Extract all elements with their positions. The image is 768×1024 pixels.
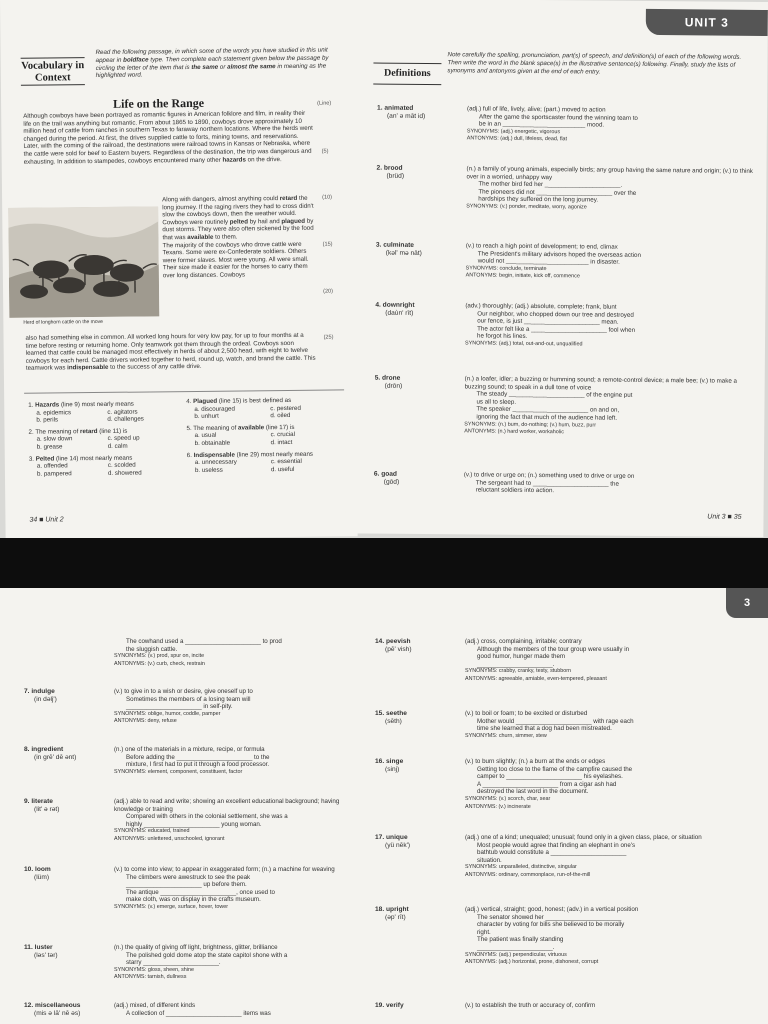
- definition-entry: [24, 688, 354, 734]
- entry-word: [24, 746, 104, 761]
- entry-pronunciation: (yü nēk'): [385, 841, 411, 849]
- example-sentence: Sometimes the members of a losing team will: [126, 695, 251, 703]
- entry-headword: downright: [382, 301, 415, 309]
- example-sentence: The pioneers did not ______________________ over the: [478, 188, 637, 197]
- question-num: 4.: [186, 398, 192, 406]
- antonyms: ANTONYMS: tarnish, dullness: [114, 974, 187, 981]
- page-footer: Unit 3 ■ 35: [707, 513, 742, 521]
- answer-choice[interactable]: d. showered: [107, 469, 142, 477]
- entry-pronunciation: (ləs' tər): [34, 951, 58, 959]
- synonyms: SYNONYMS: (v.) prod, spur on, incite: [114, 653, 205, 660]
- answer-choice[interactable]: b. grease: [36, 443, 63, 451]
- entry-pronunciation: (kəl' mə nāt): [385, 249, 422, 257]
- entry-definition: (adj.) able to read and write; showing an excellent educational background; having knowledge or training: [114, 798, 340, 813]
- entry-body: [465, 758, 748, 811]
- entry-word: [375, 906, 455, 921]
- question-item: [28, 400, 178, 424]
- entry-definition: (adj.) vertical, straight; good, honest; (adv.) in a vertical position: [465, 906, 639, 913]
- entry-number: 3.: [375, 241, 382, 249]
- entry-definition: (n.) a family of young animals, especially birds; any group having the same nature and origin; (v.) to think over in a worried, unhappy way: [466, 165, 753, 181]
- entry-word: [24, 688, 104, 703]
- definition-entry: [375, 906, 750, 978]
- section-logo-vocabulary: Vocabulary in Context: [21, 57, 85, 86]
- question-word: Indispensable: [193, 451, 235, 459]
- example-sentence: The cowhand used a ______________________ to prod: [126, 638, 282, 645]
- synonyms: SYNONYMS: (v.) emerge, surface, hover, tower: [114, 903, 229, 910]
- entry-number: 17.: [375, 834, 385, 841]
- entry-pronunciation: (lit' ə rət): [34, 805, 60, 813]
- question-item: [28, 427, 178, 451]
- entry-definition: (n.) a loafer, idler; a buzzing or humming sound; a remote-control device; a male bee; (v.) to make a buzzing sound; to speak in a dull tone of voice: [464, 375, 737, 392]
- example-sentence: The President's military advisors hoped the overseas action: [477, 250, 641, 259]
- antonyms: ANTONYMS: (adj.) horizontal, prone, dishonest, corrupt: [465, 959, 599, 966]
- passage-part-a: Although cowboys have been portrayed as romantic figures in American folklore and film, in reality their life on the trail was anything but romantic. From about 1865 to 1890, cowboys drove approximately 10 million head of cattle from ranches in southern Texas to faraway northern locations. Where the herds went changed during the period. At first, the drives supplied cattle to forts, mining towns, and reservations. Later, with the coming of the railroad, the destinations were railroad towns in Kansas or Nebraska, where the cattle were sold for beef to Eastern buyers. Regardless of the destination, the trip was dangerous and exhausting. In addition to stampedes, cowboys encountered many other hazards on the drive.: [23, 109, 313, 166]
- example-sentence: The steady ______________________ of the engine put: [476, 390, 633, 400]
- antonyms: ANTONYMS: ordinary, commonplace, run-of-the-mill: [465, 871, 591, 878]
- definition-entry: [375, 758, 750, 826]
- entry-definition: (adj.) one of a kind; unequaled; unusual; found only in a given class, place, or situation: [465, 834, 702, 841]
- entry-headword: luster: [34, 944, 53, 951]
- entry-headword: indulge: [31, 688, 55, 695]
- question-stem: (line 15) is best defined as: [217, 396, 292, 405]
- entry-number: 8.: [24, 746, 30, 753]
- answer-choice[interactable]: d. useful: [270, 465, 295, 473]
- entry-word: [374, 471, 454, 487]
- entry-body: [114, 688, 352, 726]
- question-num: 3.: [28, 455, 35, 463]
- questions-left: [28, 400, 179, 482]
- question-item: [186, 396, 346, 420]
- entry-number: 18.: [375, 906, 385, 913]
- entry-number: 14.: [375, 638, 385, 645]
- synonyms: SYNONYMS: (adj.) perpendicular, virtuous: [465, 951, 567, 958]
- example-sentence: bathtub would constitute a ______________________: [477, 849, 627, 857]
- entry-body: [467, 105, 755, 145]
- answer-choice[interactable]: c. crucial: [270, 431, 296, 439]
- entry-headword: peevish: [386, 638, 411, 645]
- entry-headword: verify: [386, 1002, 404, 1009]
- entry-definition: (n.) the quality of giving off light, brightness, glitter, brilliance: [114, 944, 278, 951]
- entry-definition: (v.) to establish the truth or accuracy of, confirm: [465, 1002, 596, 1009]
- question-word: Plagued: [193, 397, 218, 405]
- example-sentence: ______________________ up before them.: [126, 881, 247, 889]
- synonyms: SYNONYMS: conclude, terminate: [465, 265, 547, 272]
- synonyms: SYNONYMS: crabby, cranky, testy, stubborn: [465, 668, 572, 675]
- definition-entry: [377, 105, 758, 168]
- entry-body: [114, 1002, 352, 1017]
- entry-number: 7.: [24, 688, 30, 695]
- synonyms: SYNONYMS: gloss, sheen, shine: [114, 966, 194, 973]
- example-sentence: mixture, I first had to put it through a food processor.: [126, 761, 270, 769]
- entry-number: 15.: [375, 710, 385, 717]
- entry-pronunciation: (gōd): [383, 478, 400, 486]
- entry-body: [465, 1002, 748, 1010]
- page-footer: 34 ■ Unit 2: [29, 516, 64, 524]
- example-sentence: reluctant soldiers into action.: [475, 486, 555, 495]
- example-sentence: ______________________ in self-pity.: [126, 703, 233, 711]
- question-word: Pelted: [35, 455, 55, 463]
- answer-choice[interactable]: d. intact: [270, 438, 293, 447]
- entry-headword: goad: [381, 470, 398, 478]
- example-sentence: Compared with others in the colonial settlement, she was a: [126, 813, 288, 821]
- entry-word: [375, 638, 455, 653]
- example-sentence: character by voting for bills she believed to be morally: [477, 921, 625, 929]
- entry-definition: (adv.) thoroughly; (adj.) absolute, complete; frank, blunt: [465, 302, 617, 311]
- entry-headword: brood: [383, 164, 403, 172]
- entry-definition: (v.) to burn slightly; (n.) a burn at the ends or edges: [465, 758, 606, 765]
- divider: [24, 389, 344, 393]
- entry-word: [376, 242, 456, 258]
- unit-tab: UNIT 3: [646, 9, 768, 36]
- example-sentence: our fence, is just ______________________ mean.: [477, 317, 619, 326]
- synonyms: SYNONYMS: (n.) bum, do-nothing; (v.) hum, buzz, purr: [464, 420, 597, 429]
- entry-definition: (adj.) cross, complaining, irritable; contrary: [465, 638, 582, 645]
- question-stem: (line 9) most nearly means: [59, 400, 134, 409]
- question-stem2: (line 11) is: [97, 427, 128, 435]
- entry-body: [465, 906, 748, 967]
- entry-number: 1.: [377, 104, 383, 112]
- entry-body: [114, 746, 352, 776]
- entry-word: [376, 165, 456, 181]
- entry-body: [465, 710, 748, 740]
- question-item: [187, 450, 347, 474]
- question-stem: The meaning of: [35, 427, 81, 436]
- question-stem2: (line 17) is: [264, 423, 295, 432]
- answer-choice[interactable]: b. perils: [36, 416, 59, 424]
- entry-pronunciation: (in grē' dē ənt): [34, 753, 77, 761]
- example-sentence: Before adding the ______________________ to the: [126, 753, 270, 761]
- definition-entry: [24, 746, 354, 788]
- example-sentence: right.: [477, 928, 491, 936]
- question-num: 5.: [186, 424, 192, 432]
- example-sentence: ______________________.: [477, 943, 555, 951]
- entry-word: [24, 944, 104, 959]
- entry-definition: (adj.) full of life, lively, alive; (part.) moved to action: [467, 105, 606, 114]
- definition-entry: [374, 471, 754, 510]
- entry-body: [114, 798, 352, 844]
- answer-choice[interactable]: a. offended: [36, 462, 68, 470]
- answer-choice[interactable]: b. useless: [194, 466, 223, 474]
- page-34: [0, 0, 358, 540]
- entry-word: [375, 710, 455, 725]
- answer-choice[interactable]: d. challenges: [107, 415, 144, 424]
- example-sentence: The antique ______________________, once used to: [126, 888, 275, 896]
- question-num: 1.: [28, 401, 34, 409]
- entry-body: [466, 165, 754, 213]
- answer-choice[interactable]: a. usual: [194, 432, 217, 440]
- definition-entry: [376, 165, 757, 238]
- page-35: [345, 0, 768, 537]
- entry-word: [375, 302, 455, 318]
- entry-headword: literate: [31, 798, 53, 805]
- answer-choice[interactable]: a. discouraged: [194, 405, 235, 413]
- example-sentence: the sluggish cattle.: [126, 645, 178, 653]
- synonyms: SYNONYMS: oblige, humor, coddle, pamper: [114, 710, 221, 717]
- entry-headword: culminate: [383, 241, 415, 249]
- question-item: [29, 454, 179, 478]
- example-sentence: make cloth, was on display in the crafts museum.: [126, 896, 261, 904]
- answer-choice[interactable]: a. epidemics: [36, 408, 72, 417]
- antonyms: ANTONYMS: deny, refuse: [114, 718, 177, 725]
- entry-definition: (v.) to come into view; to appear in exaggerated form; (n.) a machine for weaving: [114, 866, 335, 873]
- entry-word: [24, 1002, 104, 1017]
- example-sentence: A collection of ______________________ items was: [126, 1009, 271, 1017]
- example-sentence: camper to ______________________ his eyelashes.: [477, 773, 623, 781]
- entry-word: [24, 798, 104, 813]
- entry-number: 10.: [24, 866, 34, 873]
- answer-choice[interactable]: c. pestered: [270, 404, 301, 412]
- example-sentence: starry ______________________.: [126, 959, 221, 967]
- entry-word: [375, 1002, 455, 1010]
- example-sentence: The climbers were awestruck to see the peak: [126, 873, 251, 881]
- question-num: 2.: [28, 428, 34, 436]
- entry-definition: (adj.) mixed, of different kinds: [114, 1002, 196, 1009]
- photo-caption: Herd of longhorn cattle on the move: [23, 318, 103, 326]
- line-number: (20): [323, 288, 334, 295]
- example-sentence: The actor felt like a ______________________ fool when: [477, 325, 636, 334]
- line-number: (10): [322, 194, 333, 201]
- synonyms: SYNONYMS: churn, simmer, stew: [465, 732, 547, 739]
- entry-pronunciation: (drōn): [384, 382, 403, 390]
- passage-title: Life on the Range: [113, 95, 205, 111]
- entry-number: 16.: [375, 758, 385, 765]
- entry-body: [466, 242, 754, 282]
- entry-word: [375, 758, 455, 773]
- question-num: 6.: [186, 451, 192, 459]
- question-word2: available: [237, 424, 265, 432]
- example-sentence: highly ______________________ young woman.: [126, 820, 262, 828]
- entry-pronunciation: (daùn' rīt): [385, 309, 414, 317]
- antonyms: ANTONYMS: (n.) hard worker, workaholic: [464, 428, 564, 436]
- example-sentence: Mother would ______________________ with rage each: [477, 717, 634, 725]
- unit-tab: 3: [726, 588, 768, 618]
- question-item: [186, 423, 346, 447]
- entry-body: [465, 834, 748, 880]
- antonyms: ANTONYMS: (adj.) dull, lifeless, dead, flat: [466, 135, 568, 143]
- entry-number: 6.: [373, 470, 380, 478]
- example-sentence: time she learned that a dog had been mistreated.: [477, 725, 612, 733]
- answer-choice[interactable]: c. essential: [270, 458, 302, 466]
- definition-entry: [24, 866, 354, 938]
- scan-gap: [0, 538, 768, 588]
- example-sentence: situation.: [477, 856, 502, 864]
- question-stem: (line 29) most nearly means: [234, 450, 314, 459]
- example-sentence: The mother bird fed her ______________________.: [478, 180, 623, 189]
- entry-pronunciation: (mis ə lā' nē əs): [34, 1009, 81, 1017]
- entry-definition: (v.) to boil or foam; to be excited or disturbed: [465, 710, 588, 717]
- entry-body: [464, 471, 752, 496]
- entry-number: 19.: [375, 1002, 385, 1009]
- answer-choice[interactable]: c. scolded: [107, 461, 136, 470]
- answer-choice[interactable]: c. speed up: [107, 434, 140, 443]
- definition-entry: [375, 302, 756, 373]
- entry-definition: (v.) to reach a high point of development; to end, climax: [465, 242, 618, 251]
- definition-entry: [24, 798, 354, 858]
- passage-part-b: Along with dangers, almost anything could retard the long journey. If the raging rivers they had to cross didn't slow the cowboys down, then the weather would. Cowboys were routinely pelted by hail and plagued by dust storms. They were also often sickened by the food that was available to them. The majority of the cowboys who drove cattle were Texans. Some were ex-Confederate soldiers. Others were former slaves. Most were young. All were small. Their size made it easier for the horses to carry them over long distances. Cowboys: [162, 194, 314, 280]
- entry-pronunciation: (sinj): [385, 765, 400, 773]
- definition-entry: [374, 375, 755, 470]
- synonyms: SYNONYMS: element, component, constituent, factor: [114, 768, 243, 775]
- definition-entry: [375, 638, 750, 702]
- definition-entry: [24, 1002, 354, 1024]
- entry-headword: miscellaneous: [35, 1002, 81, 1009]
- entry-headword: singe: [386, 758, 404, 765]
- entry-body: [114, 638, 352, 668]
- entry-pronunciation: (sēth): [385, 717, 402, 725]
- entry-word: [24, 866, 104, 881]
- entry-headword: unique: [386, 834, 408, 841]
- entry-number: 9.: [24, 798, 30, 805]
- definition-entry: [375, 710, 750, 752]
- example-sentence: The polished gold dome atop the state capitol shone with a: [126, 951, 288, 959]
- passage-part-c: also had something else in common. All worked long hours for very low pay, for up to four months at a time before resting or returning home. Only teamwork got them through the ordeal. Cowboys soon learned that cattle could be managed most effectively in herds of about 2,500 head, with eight to twelve cowboys for each herd. Cattle drivers worked together to herd, round up, watch, and brand the cattle. This teamwork was indispensable to the success of any cattle drive.: [25, 331, 316, 373]
- antonyms: ANTONYMS: begin, initiate, kick off, commence: [465, 272, 580, 280]
- line-number: (25): [323, 334, 334, 341]
- example-sentence: he forgot his lines.: [477, 332, 528, 341]
- example-sentence: A ______________________ from a cigar ash had: [477, 780, 617, 788]
- entry-headword: seethe: [386, 710, 407, 717]
- answer-choice[interactable]: d. calm: [107, 442, 128, 450]
- entry-headword: loom: [35, 866, 51, 873]
- example-sentence: ______________________.: [477, 660, 555, 668]
- answer-choice[interactable]: d. oiled: [270, 412, 291, 420]
- cattle-photo: [8, 206, 159, 318]
- line-label: (Line): [317, 100, 332, 107]
- synonyms: SYNONYMS: (v.) scorch, char, sear: [465, 795, 551, 802]
- entry-pronunciation: (an' ə māt id): [386, 112, 426, 120]
- entry-body: [465, 302, 753, 350]
- entry-number: 4.: [375, 301, 381, 309]
- answer-choice[interactable]: b. unhurt: [194, 412, 219, 421]
- answer-choice[interactable]: b. obtainable: [194, 439, 231, 447]
- definition-entry: [375, 1002, 750, 1024]
- entry-number: 11.: [24, 944, 33, 951]
- example-sentence: destroyed the last word in the document.: [477, 788, 589, 796]
- page-36: [0, 588, 768, 1024]
- entry-pronunciation: (pē' vish): [385, 645, 412, 653]
- entry-number: 12.: [24, 1002, 34, 1009]
- example-sentence: The patient was finally standing: [477, 936, 564, 944]
- entry-pronunciation: (brüd): [386, 172, 405, 180]
- definitions-intro: Note carefully the spelling, pronunciation, part(s) of speech, and definition(s) of each of the following words. Then write the word in the blank space(s) in the illustrative sentence(s) following. Finally, study the lists of synonyms and antonyms given at the end of each entry.: [447, 51, 742, 76]
- section-logo-definitions: Definitions: [373, 63, 441, 86]
- entry-definition: (v.) to give in to a wish or desire, give oneself up to: [114, 688, 253, 695]
- definition-entry: [375, 834, 750, 898]
- entry-body: [114, 944, 352, 982]
- example-sentence: ignoring the fact that much of the audience had left.: [476, 413, 618, 422]
- entry-pronunciation: (əp' rīt): [385, 913, 406, 921]
- entry-word: [375, 834, 455, 849]
- entry-word: [375, 375, 455, 391]
- antonyms: ANTONYMS: (v.) curb, check, restrain: [114, 660, 205, 667]
- example-sentence: Getting too close to the flame of the campfire caused the: [477, 765, 633, 773]
- example-sentence: be in an ________________________ mood.: [478, 120, 605, 129]
- questions-right: [186, 396, 347, 478]
- definition-entry: [24, 944, 354, 992]
- definition-entry: [375, 242, 755, 297]
- entry-pronunciation: (in dəlj'): [34, 695, 57, 703]
- example-sentence: The senator showed her ______________________: [477, 913, 622, 921]
- entry-pronunciation: (lüm): [34, 873, 50, 881]
- answer-choice[interactable]: b. pampered: [36, 470, 72, 478]
- entry-word: [377, 105, 457, 121]
- example-sentence: Most people would agree that finding an elephant in one's: [477, 841, 636, 849]
- entry-body: [465, 638, 748, 684]
- entry-headword: animated: [384, 104, 414, 112]
- synonyms: SYNONYMS: (v.) ponder, meditate, worry, agonize: [466, 203, 587, 211]
- entry-number: 2.: [376, 164, 383, 172]
- answer-choice[interactable]: a. slow down: [36, 435, 73, 444]
- antonyms: ANTONYMS: unlettered, unschooled, ignorant: [114, 835, 225, 842]
- entry-body: [114, 866, 352, 912]
- antonyms: ANTONYMS: agreeable, amiable, even-tempered, pleasant: [465, 675, 607, 682]
- example-sentence: hardships they suffered on the long journey.: [478, 195, 599, 204]
- entry-definition: (n.) one of the materials in a mixture, recipe, or formula: [114, 746, 265, 753]
- antonyms: ANTONYMS: (v.) incinerate: [465, 803, 531, 810]
- answer-choice[interactable]: c. agitators: [107, 408, 138, 416]
- entry-definition: (v.) to drive or urge on; (n.) something used to drive or urge on: [463, 471, 635, 480]
- synonyms: SYNONYMS: educated, trained: [114, 828, 190, 835]
- example-sentence: us all to sleep.: [476, 398, 517, 406]
- synonyms: SYNONYMS: unparalleled, distinctive, singular: [465, 864, 577, 871]
- question-word2: retard: [79, 427, 98, 435]
- entry-headword: ingredient: [31, 746, 64, 753]
- example-sentence: The speaker ______________________ on and on,: [476, 405, 620, 415]
- intro-instructions: Read the following passage, in which some of the words you have studied in this unit appear in boldface type. Then complete each statement given below the passage by circling the letter of the item that is the same or almost the same in meaning as the highlighted word.: [95, 46, 329, 80]
- entry-body: [464, 375, 753, 438]
- example-sentence: After the game the sportscaster found the winning team to: [478, 113, 638, 122]
- answer-choice[interactable]: a. unnecessary: [194, 458, 237, 467]
- example-sentence: The sergeant had to ______________________ the: [475, 479, 619, 488]
- question-word: Hazards: [35, 401, 60, 409]
- example-sentence: would not ________________________ in disaster.: [477, 257, 620, 266]
- synonyms: SYNONYMS: (adj.) energetic, vigorous: [466, 128, 561, 135]
- entry-headword: drone: [382, 374, 401, 382]
- example-sentence: Although the members of the tour group were usually in: [477, 645, 630, 653]
- synonyms: SYNONYMS: (adj.) total, out-and-out, unqualified: [464, 340, 583, 348]
- entry-number: 5.: [374, 374, 381, 382]
- definition-entry: [24, 638, 354, 674]
- example-sentence: good humor, hunger made them: [477, 653, 566, 661]
- entry-headword: upright: [386, 906, 409, 913]
- question-stem: The meaning of: [193, 424, 239, 432]
- line-number: (5): [321, 148, 329, 155]
- line-number: (15): [322, 241, 333, 248]
- example-sentence: Our neighbor, who chopped down our tree and destroyed: [477, 310, 634, 319]
- question-stem: (line 14) most nearly means: [54, 454, 133, 463]
